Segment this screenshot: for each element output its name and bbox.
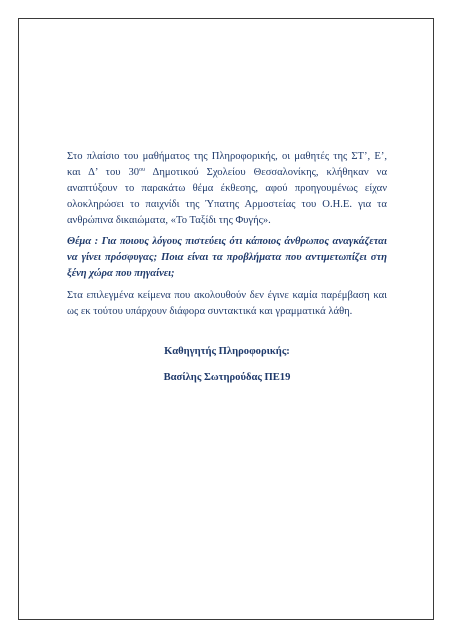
intro-paragraph (67, 149, 387, 229)
intro-text-part1: Στο πλαίσιο του μαθήματος της Πληροφορικής, οι μαθητές της ΣΤ’, Ε’, και Δ’ του 30 (67, 151, 387, 178)
note-paragraph: Στα επιλεγμένα κείμενα που ακολουθούν δεν έγινε καμία παρέμβαση και ως εκ τούτου υπάρχουν διάφορα συντακτικά και γραμματικά λάθη. (67, 290, 387, 317)
document-body (67, 149, 387, 386)
signature-title: Καθηγητής Πληροφορικής: (164, 346, 290, 357)
intro-text-part2: Δημοτικού Σχολείου Θεσσαλονίκης, κλήθηκαν να αναπτύξουν το παρακάτω θέμα έκθεσης, αφού προηγουμένως είχαν ολοκληρώσει το παιχνίδι της Ύπατης Αρμοστείας του Ο.Η.Ε. για τα ανθρώπινα δικαιώματα, «Το Ταξίδι της Φυγής». (67, 167, 387, 226)
signature-name: Βασίλης Σωτηρούδας ΠΕ19 (163, 372, 291, 383)
intro-superscript: ου (139, 167, 146, 173)
theme-paragraph: Θέμα : Για ποιους λόγους πιστεύεις ότι κάποιος άνθρωπος αναγκάζεται να γίνει πρόσφυγας; Ποια είναι τα προβλήματα που αντιμετωπίζει στη ξένη χώρα που πηγαίνει; (67, 236, 387, 279)
